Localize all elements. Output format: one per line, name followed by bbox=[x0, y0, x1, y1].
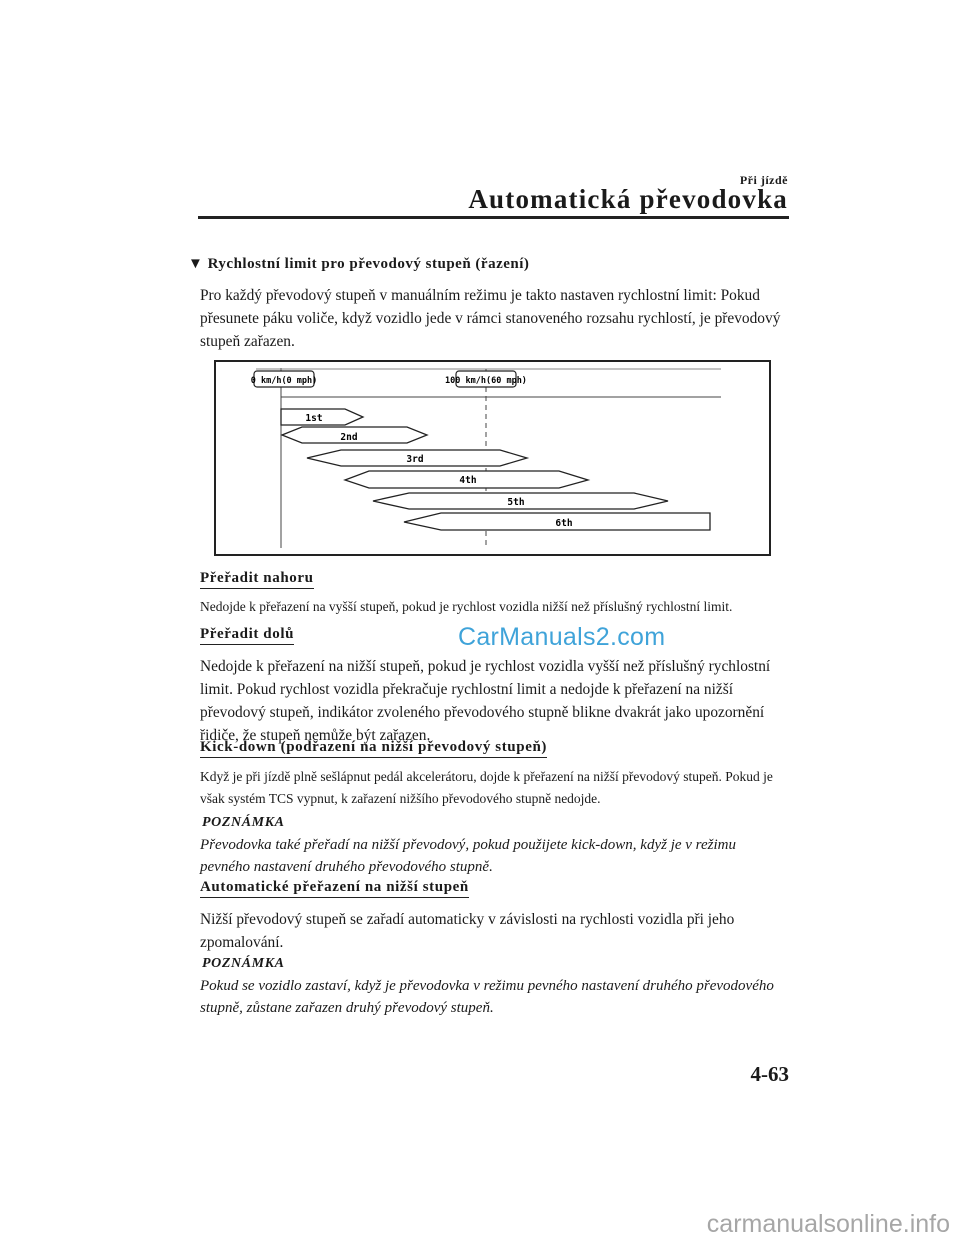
header-rule bbox=[198, 216, 789, 219]
subsection-heading-text: Rychlostní limit pro převodový stupeň (řazení) bbox=[207, 256, 530, 272]
note2-text: Pokud se vozidlo zastaví, když je převodovka v režimu pevného nastavení druhého převodového stupně, zůstane zařazen druhý převodový stupeň. bbox=[200, 978, 774, 1016]
section-title: Při jízdě bbox=[739, 173, 788, 187]
upshift-heading: Přeřadit nahoru bbox=[200, 570, 314, 589]
downshift-text: Nedojde k přeřazení na nižší stupeň, pokud je rychlost vozidla vyšší než příslušný rychlostní limit. Pokud rychlost vozidla překračuje rychlostní limit a nedojde k přeřazení na nižší převodový stupeň, indikátor zvoleného převodového stupně blikne dvakrát jako upozornění řidiče, že stupeň nemůže být zařazen. bbox=[200, 658, 771, 744]
label-start: 0 km/h(0 mph) bbox=[250, 376, 318, 386]
label-mid: 100 km/h(60 mph) bbox=[445, 376, 527, 386]
downshift-heading: Přeřadit dolů bbox=[200, 626, 294, 645]
auto-downshift-text: Nižší převodový stupeň se zařadí automaticky v závislosti na rychlosti vozidla při jeho zpomalování. bbox=[200, 911, 735, 951]
intro-paragraph: Pro každý převodový stupeň v manuálním režimu je takto nastaven rychlostní limit: Pokud přesunete páku voliče, když vozidlo jede v rámci stanoveného rozsahu rychlostí, je převodový stupeň zařazen. bbox=[200, 287, 781, 350]
gear-speed-diagram bbox=[214, 360, 771, 556]
footer-watermark: carmanualsonline.info bbox=[706, 1210, 950, 1238]
kickdown-heading: Kick-down (podřazení na nižší převodový stupeň) bbox=[200, 739, 547, 758]
gear-3rd-label: 3rd bbox=[406, 454, 424, 465]
triangle-marker-icon: ▼ bbox=[188, 256, 204, 272]
gear-6th-label: 6th bbox=[555, 518, 573, 529]
note1-text: Převodovka také přeřadí na nižší převodový, pokud použijete kick-down, když je v režimu pevného nastavení druhého převodového stupně. bbox=[200, 837, 736, 875]
chapter-title: Automatická převodovka bbox=[468, 184, 788, 214]
kickdown-text: Když je při jízdě plně sešlápnut pedál akcelerátoru, dojde k přeřazení na nižší převodový stupeň. Pokud je však systém TCS vypnut, k zařazení nižšího převodového stupně nedojde. bbox=[200, 769, 773, 806]
page-number: 4-63 bbox=[750, 1062, 789, 1086]
note1-heading: POZNÁMKA bbox=[202, 815, 285, 830]
gear-5th-label: 5th bbox=[507, 497, 525, 508]
auto-downshift-heading: Automatické přeřazení na nižší stupeň bbox=[200, 879, 469, 898]
note2-heading: POZNÁMKA bbox=[202, 956, 285, 971]
watermark: CarManuals2.com bbox=[458, 623, 666, 651]
gear-2nd-label: 2nd bbox=[340, 432, 358, 443]
gear-4th-label: 4th bbox=[459, 475, 477, 486]
subsection-heading bbox=[188, 256, 529, 273]
gear-1st-label: 1st bbox=[305, 413, 323, 424]
upshift-text: Nedojde k přeřazení na vyšší stupeň, pokud je rychlost vozidla nižší než příslušný rychlostní limit. bbox=[200, 599, 733, 614]
